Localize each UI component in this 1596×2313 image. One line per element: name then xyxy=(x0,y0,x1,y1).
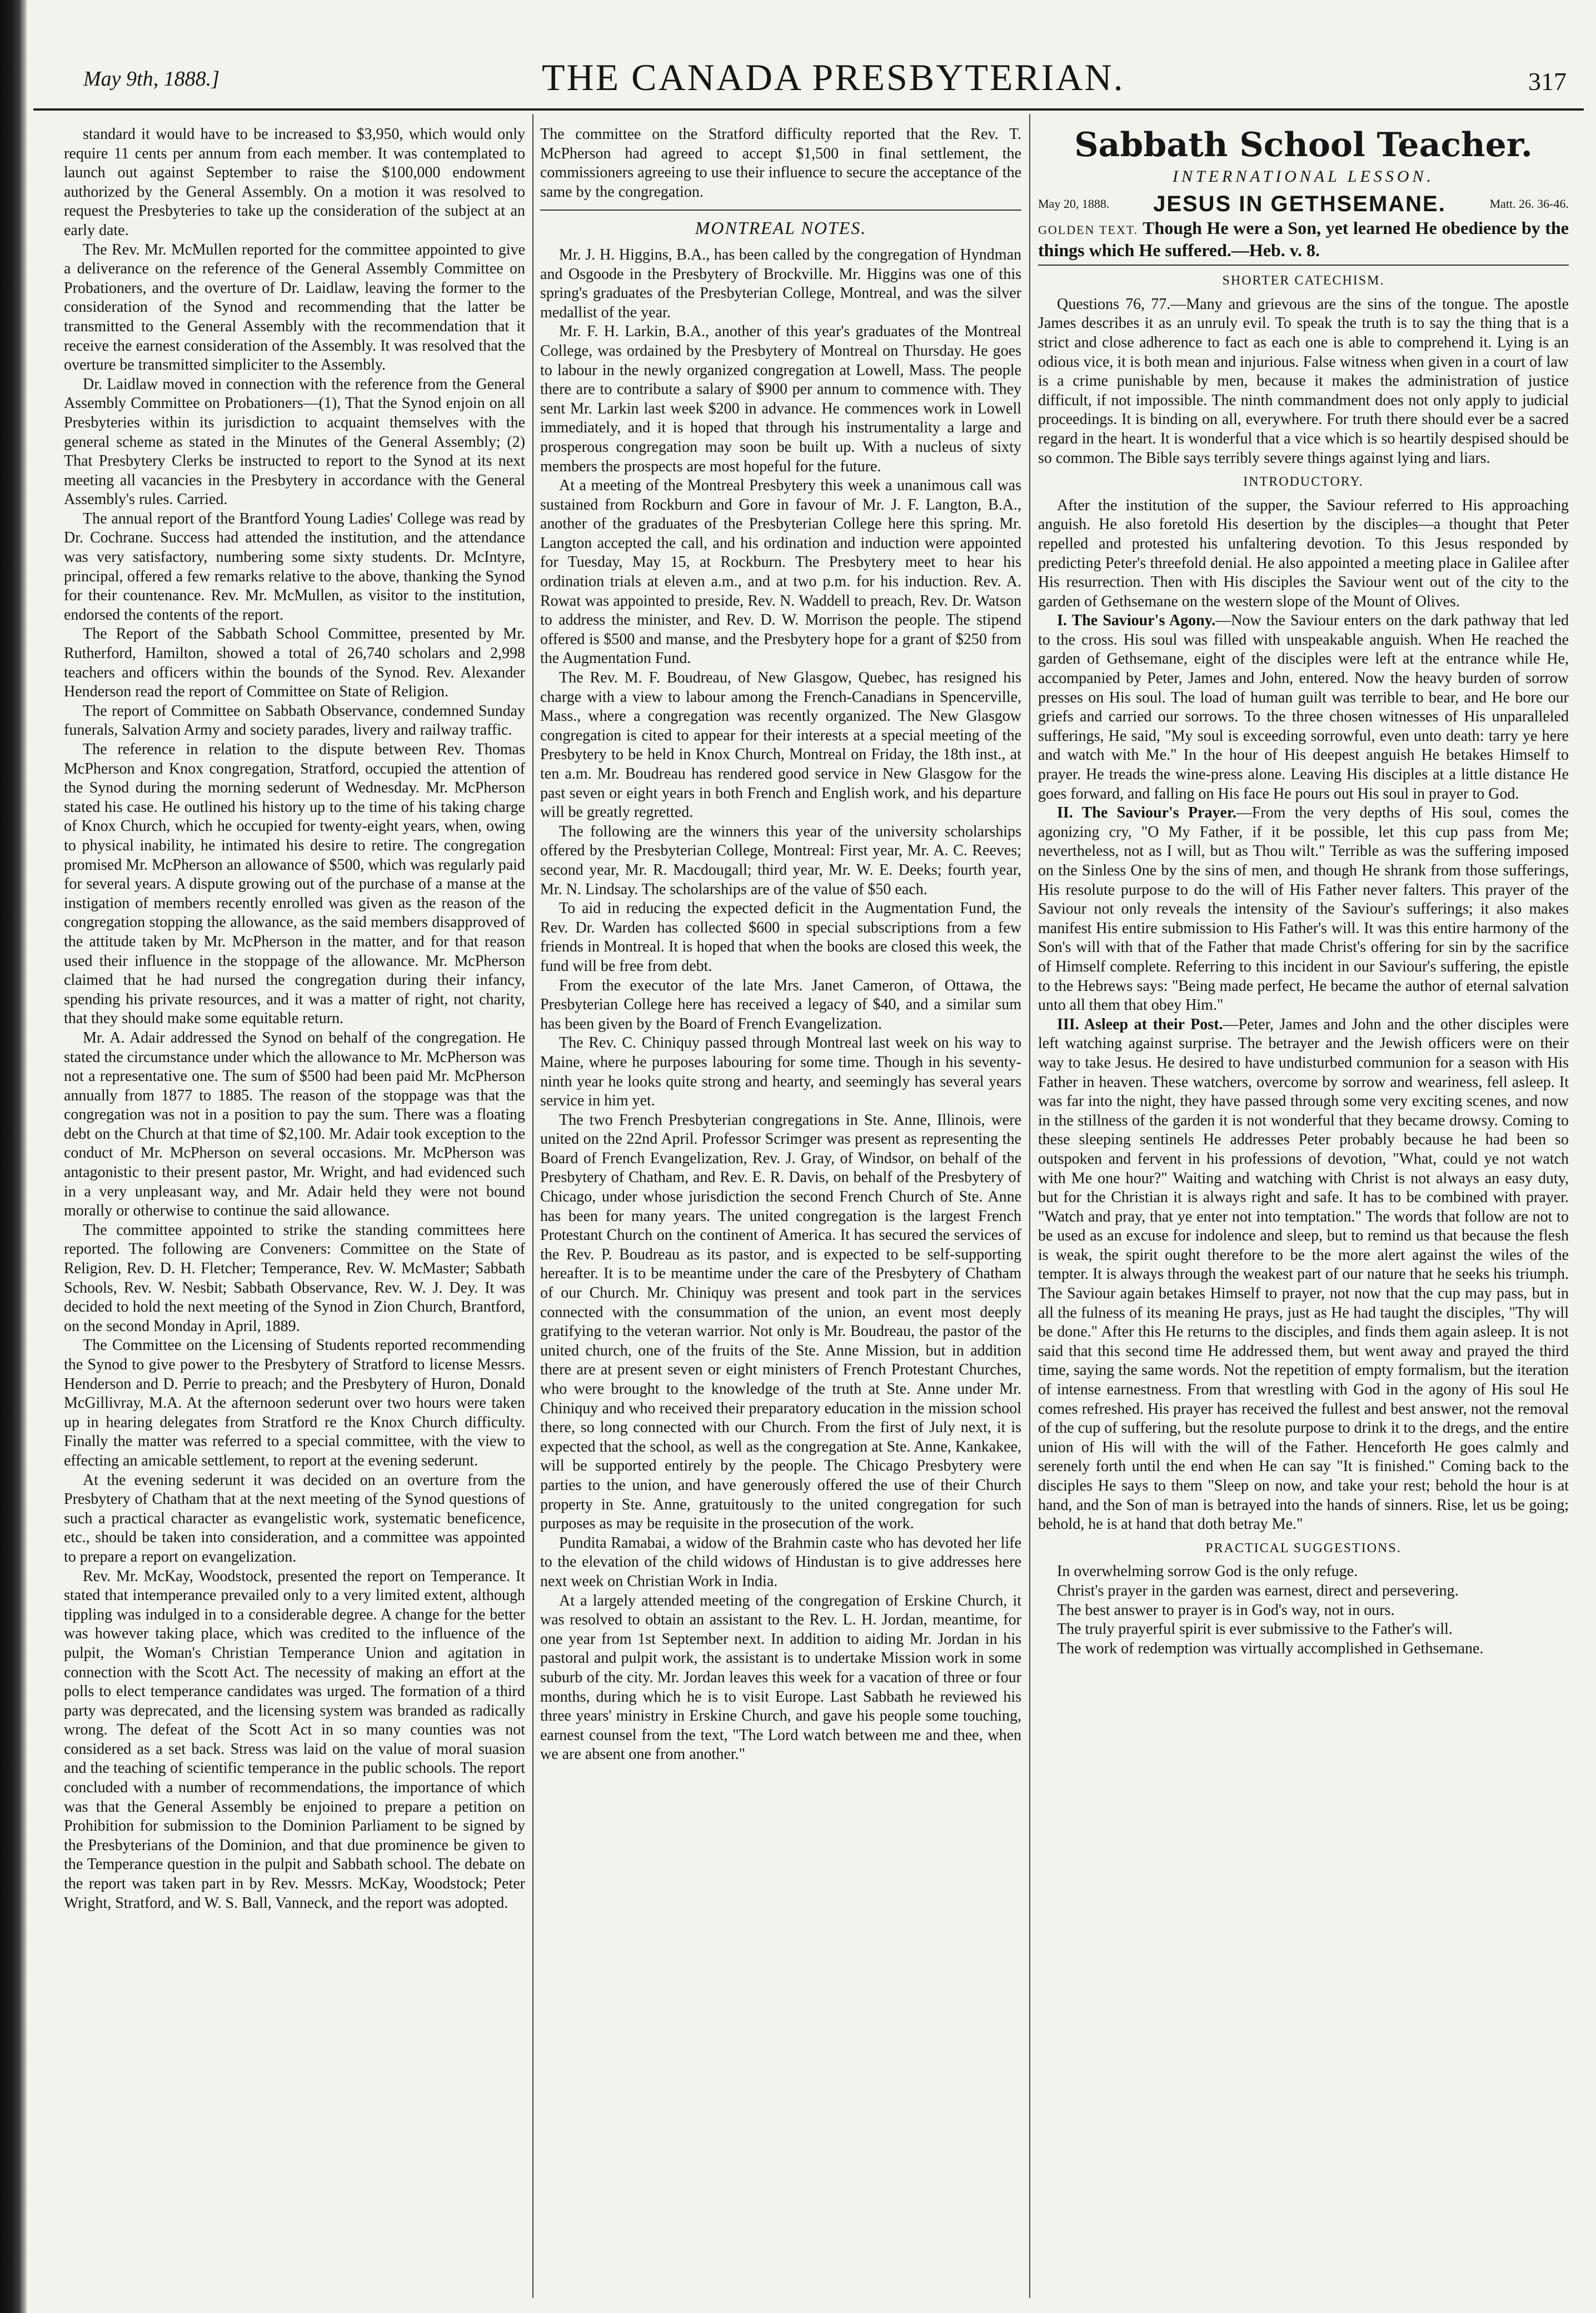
page-number: 317 xyxy=(1528,67,1567,96)
paragraph: Mr. F. H. Larkin, B.A., another of this year's graduates of the Montreal College, was ordained by the Presbytery of Montreal on Thursday. He goes to labour in the newly organized congregation at Lowell, Mass. The people there are to contribute a salary of $900 per annum to commence with. They sent Mr. Larkin last week $200 in advance. He commences work in Lowell immediately, and it is hoped that through his instrumentality a large and prosperous congregation may soon be built up. With a nucleus of sixty members the prospects are most hopeful for the future. xyxy=(540,323,1021,475)
paragraph: Mr. J. H. Higgins, B.A., has been called by the congregation of Hyndman and Osgoode in the Presbytery of Brockville. Mr. Higgins was one of this spring's graduates of the Presbyterian College, Montreal, and was the silver medallist of the year. xyxy=(540,246,1021,321)
paragraph: At a meeting of the Montreal Presbytery this week a unanimous call was sustained from Rockburn and Gore in favour of Mr. J. F. Langton, B.A., another of the graduates of the Presbyterian College here this spring. Mr. Langton accepted the call, and his ordination and induction were appointed for Tuesday, May 15, at Rockburn. The Presbytery meet to hear his ordination trials at eleven a.m., and at two p.m. for his induction. Rev. A. Rowat was appointed to preside, Rev. N. Waddell to preach, Rev. Dr. Watson to address the minister, and Rev. D. W. Morrison the people. The stipend offered is $500 and manse, and the Presbytery hope for a grant of $250 from the Augmentation Fund. xyxy=(540,477,1021,667)
column-montreal-notes xyxy=(540,125,1021,2304)
paragraph: The committee appointed to strike the standing committees here reported. The following are Conveners: Committee on the State of Religion, Rev. D. H. Fletcher; Temperance, Rev. W. McMaster; Sabbath Schools, Rev. W. Nesbit; Sabbath Observance, Rev. W. J. Dey. It was decided to hold the next meeting of the Synod in Zion Church, Brantford, on the second Monday in April, 1889. xyxy=(64,1221,525,1335)
lesson-section xyxy=(1038,611,1569,804)
paragraph: Dr. Laidlaw moved in connection with the reference from the General Assembly Committee on Probationers—(1), That the Synod enjoin on all Presbyteries within its jurisdiction to acquaint themselves with the general scheme as stated in the Minutes of the General Assembly; (2) That Presbytery Clerks be instructed to report to the Synod at its next meeting all vacancies in the Presbytery in accordance with the General Assembly's rules. Carried. xyxy=(64,375,525,509)
paragraph: The Report of the Sabbath School Committee, presented by Mr. Rutherford, Hamilton, showed a total of 26,740 scholars and 2,998 teachers and officers within the bounds of the Synod. Rev. Alexander Henderson read the report of Committee on State of Religion. xyxy=(64,625,525,701)
paragraph: Pundita Ramabai, a widow of the Brahmin caste who has devoted her life to the elevation of the child widows of Hindustan is to give addresses here next week on Christian Work in India. xyxy=(540,1534,1021,1590)
paragraph: The Rev. M. F. Boudreau, of New Glasgow, Quebec, has resigned his charge with a view to labour among the French-Canadians in Spencerville, Mass., where a congregation was recently organized. The New Glasgow congregation is cited to appear for their interests at a special meeting of the Presbytery to be held in Knox Church, Montreal on Friday, the 18th inst., at ten a.m. Mr. Boudreau has rendered good service in New Glasgow for the past seven or eight years in both French and English work, and his departure will be greatly regretted. xyxy=(540,669,1021,821)
section-heading: Sabbath School Teacher. xyxy=(1074,126,1533,164)
issue-date: May 9th, 1888.] xyxy=(83,67,220,91)
column-divider-2 xyxy=(1029,114,1030,2298)
golden-text-label: GOLDEN TEXT. xyxy=(1038,223,1139,237)
paragraph: In overwhelming sorrow God is the only refuge. xyxy=(1057,1563,1358,1581)
masthead-rule xyxy=(33,108,1584,111)
paragraph: From the executor of the late Mrs. Janet Cameron, of Ottawa, the Presbyterian College here has received a legacy of $40, and a similar sum has been given by the Board of French Evangelization. xyxy=(540,976,1021,1033)
introductory-title: INTRODUCTORY. xyxy=(1243,475,1364,490)
newspaper-title: THE CANADA PRESBYTERIAN. xyxy=(542,56,1125,98)
paragraph: The best answer to prayer is in God's way, not in ours. xyxy=(1057,1601,1395,1619)
lesson-section-label: I. The Saviour's Agony. xyxy=(1057,612,1216,630)
paragraph: The report of Committee on Sabbath Observance, condemned Sunday funerals, Salvation Army and society parades, livery and railway traffic. xyxy=(64,702,525,739)
paragraph: At the evening sederunt it was decided on an overture from the Presbytery of Chatham that at the next meeting of the Synod questions of such a practical character as evangelistic work, systematic beneficence, etc., should be taken into consideration, and a committee was appointed to prepare a report on evangelization. xyxy=(64,1471,525,1566)
paragraph: The Rev. Mr. McMullen reported for the committee appointed to give a deliverance on the reference of the General Assembly Committee on Probationers, and the overture of Dr. Laidlaw, leaving the former to the consideration of the Synod and recommending that the latter be transmitted to the General Assembly with the recommendation that it receive the earnest consideration of the Assembly. It was resolved that the overture be transmitted simpliciter to the Assembly. xyxy=(64,241,525,374)
lesson-section xyxy=(1038,1015,1569,1534)
montreal-notes-body xyxy=(540,246,1021,1764)
paragraph: Christ's prayer in the garden was earnest, direct and persevering. xyxy=(1057,1582,1459,1599)
paragraph: To aid in reducing the expected deficit in the Augmentation Fund, the Rev. Dr. Warden has collected $600 in special subscriptions from a few friends in Montreal. It is hoped that when the books are closed this week, the fund will be free from debt. xyxy=(540,900,1021,975)
lesson-section-text: —Now the Saviour enters on the dark pathway that led to the cross. His soul was filled with unspeakable anguish. When He reached the garden of Gethsemane, eight of the disciples were left at the entrance while He, accompanied by Peter, James and John, entered. Now the heavy burden of sorrow presses on His soul. The load of human guilt was terrible to bear, and He bore our griefs and carried our sorrows. To the three chosen witnesses of His unparalleled sufferings, He said, "My soul is exceeding sorrowful, even unto death: tarry ye here and watch with Me." In the hour of His deepest anguish He betakes Himself to prayer. He treads the wine-press alone. Leaving His disciples at a little distance He goes forward, and falling on His face He pours out His soul in prayer to God. xyxy=(1038,612,1569,802)
practical-suggestions xyxy=(1038,1562,1569,1658)
paragraph: The two French Presbyterian congregations in Ste. Anne, Illinois, were united on the 22nd April. Professor Scrimger was present as representing the Board of French Evangelization, Rev. J. Gray, of Windsor, on behalf of the Presbytery of Chatham, and Rev. E. R. Davis, on behalf of the Presbytery of Chicago, under whose jurisdiction the second French Church of Ste. Anne has been for many years. The united congregation is the largest French Protestant Church on the continent of America. It has secured the services of the Rev. P. Boudreau as its pastor, and is expected to be self-supporting hereafter. It is to be meantime under the care of the Presbytery of Chatham of our Church. Mr. Chiniquy was present and took part in the services connected with the consummation of the union, an event most deeply gratifying to the veteran warrior. Not only is Mr. Boudreau, the pastor of the united church, one of the fruits of the Ste. Anne Mission, but in addition there are at present seven or eight ministers of French Protestant Churches, who were brought to the knowledge of the truth at Ste. Anne under Mr. Chiniquy and who received their preparatory education in the mission school there, so long connected with our Church. From the first of July next, it is expected that the school, as well as the congregation at Ste. Anne, Kankakee, will be supported entirely by the people. The Chicago Presbytery were parties to the union, and have generously offered the use of their Church property in Ste. Anne, gratuitously to the united congregation for such purposes as may be requisite in the prosecution of the work. xyxy=(540,1111,1021,1533)
column-sabbath-school xyxy=(1038,125,1569,2304)
paragraph: The Committee on the Licensing of Students reported recommending the Synod to give power to the Presbytery of Stratford to license Messrs. Henderson and D. Perrie to preach; and the Presbytery of Huron, Donald McGillivray, M.A. At the afternoon sederunt over two hours were taken up in hearing delegates from Stratford re the Knox Church difficulty. Finally the matter was referred to a special committee, with the view to effecting an amicable settlement, to report at the evening sederunt. xyxy=(64,1337,525,1469)
paragraph: The committee on the Stratford difficulty reported that the Rev. T. McPherson had agreed to accept $1,500 in final settlement, the commissioners agreeing to use their influence to secure the acceptance of the same by the congregation. xyxy=(540,126,1021,201)
sabbath-school-header xyxy=(1038,125,1569,266)
lesson-section-label: II. The Saviour's Prayer. xyxy=(1057,804,1236,822)
column-divider-1 xyxy=(532,114,533,2298)
lesson-section-text: —From the very depths of His soul, comes the agonizing cry, "O My Father, if it be possible, let this cup pass from Me; nevertheless, not as I will, but as Thou wilt." Terrible as was the suffering imposed on the Sinless One by the sins of men, and though He shrank from those sufferings, His resolute purpose to do the will of His Father never falters. This prayer of the Saviour not only reveals the intensity of the Saviour's sufferings; it also makes manifest His entire submission to His Father's will. It was this entire harmony of the Son's will with that of the Father that made Christ's offering for sin by the sacrifice of Himself complete. Referring to this incident in our Saviour's suffering, the epistle to the Hebrews says: "Being made perfect, He became the author of eternal salvation unto all them that obey Him." xyxy=(1038,804,1569,1014)
paragraph: standard it would have to be increased to $3,950, which would only require 11 cents per annum from each member. It was contemplated to launch out against September to raise the $100,000 endowment authorized by the General Assembly. On a motion it was resolved to request the Presbyteries to take up the consideration of the subject at an early date. xyxy=(64,126,525,239)
paragraph: The work of redemption was virtually accomplished in Gethsemane. xyxy=(1057,1639,1484,1657)
lesson-title-row xyxy=(1038,191,1569,216)
lesson-title: JESUS IN GETHSEMANE. xyxy=(1153,191,1446,216)
lesson-reference: Matt. 26. 36-46. xyxy=(1489,196,1569,211)
lesson-section-label: III. Asleep at their Post. xyxy=(1057,1015,1223,1033)
paragraph: At a largely attended meeting of the congregation of Erskine Church, it was resolved to obtain an assistant to the Rev. L. H. Jordan, meantime, for one year from 1st September next. In addition to aiding Mr. Jordan in his pastoral and pulpit work, the assistant is to undertake Mission work in some suburb of the city. Mr. Jordan leaves this week for a vacation of three or four months, during which he is to visit Europe. Last Sabbath he reviewed his three years' ministry in Erskine Church, and gave his people some touching, earnest counsel from the text, "The Lord watch between me and thee, when we are absent one from another." xyxy=(540,1592,1021,1763)
lesson-subheading: INTERNATIONAL LESSON. xyxy=(1172,167,1435,186)
column-synod-report xyxy=(64,125,525,2304)
lesson-sections xyxy=(1038,611,1569,1534)
catechism-text: Questions 76, 77.—Many and grievous are the sins of the tongue. The apostle James describes it as an unruly evil. To speak the truth is to say the thing that is a strict and close adherence to fact as each one is able to comprehend it. Lying is an odious vice, it is both mean and injurious. False witness when given in a court of law is a crime punishable by men, because it makes the administration of justice difficult, if not impossible. The ninth commandment does not only apply to judicial proceedings. It is binding on all, everywhere. For truth there should ever be a sacred regard in the heart. It is wonderful that a vice which is so heartily despised should be so common. The Bible says terribly severe things against lying and liars. xyxy=(1038,295,1569,467)
paragraph: Mr. A. Adair addressed the Synod on behalf of the congregation. He stated the circumstance under which the allowance to Mr. McPherson was not a representative one. The sum of $500 had been paid Mr. McPherson annually from 1877 to 1885. The reason of the stoppage was that the congregation was not in a position to pay the sum. There was a floating debt on the Church at that time of $2,100. Mr. Adair took exception to the conduct of Mr. McPherson on several occasions. Mr. McPherson was antagonistic to their present pastor, Mr. Wright, and had evidenced such in a very unpleasant way, and Mr. Adair held they were not bound morally or otherwise to continue the said allowance. xyxy=(64,1029,525,1220)
golden-text xyxy=(1038,218,1569,260)
stratford-settlement-note xyxy=(540,125,1021,211)
paragraph: The annual report of the Brantford Young Ladies' College was read by Dr. Cochrane. Success had attended the institution, and the attendance was very satisfactory, numbering some sixty students. Dr. McIntyre, principal, offered a few remarks relative to the above, thanking the Synod for their countenance. Rev. Mr. McMullen, as visitor to the institution, endorsed the contents of the report. xyxy=(64,510,525,624)
lesson-date: May 20, 1888. xyxy=(1038,196,1110,211)
paragraph: Rev. Mr. McKay, Woodstock, presented the report on Temperance. It stated that intemperance prevailed only to a very limited extent, although tippling was indulged in to a considerable degree. A change for the better was however taking place, which was credited to the influence of the pulpit, the Woman's Christian Temperance Union and agitation in connection with the Scott Act. The necessity of making an effort at the polls to elect temperance candidates was urged. The formation of a third party was deprecated, and the licensing system was branded as radically wrong. The defeat of the Scott Act in so many counties was not considered as a set back. Stress was laid on the value of moral suasion and the teaching of scientific temperance in the public schools. The report concluded with a number of recommendations, the importance of which was that the General Assembly be enjoined to prepare a petition on Prohibition for submission to the Dominion Parliament to be signed by the Presbyterians of the Dominion, and that due prominence be given to the Temperance question in the pulpit and Sabbath school. The debate on the report was taken part in by Rev. Messrs. McKay, Woodstock; Peter Wright, Stratford, and W. S. Ball, Vanneck, and the report was adopted. xyxy=(64,1567,525,1912)
paragraph: The truly prayerful spirit is ever submissive to the Father's will. xyxy=(1057,1621,1453,1638)
paragraph: The Rev. C. Chiniquy passed through Montreal last week on his way to Maine, where he purposes labouring for some time. Though in his seventy-ninth year he looks quite strong and hearty, and seemingly has several years service in him yet. xyxy=(540,1034,1021,1110)
section-title: MONTREAL NOTES. xyxy=(695,218,867,238)
introductory-text: After the institution of the supper, the Saviour referred to His approaching anguish. He also foretold His desertion by the disciples—a thought that Peter repelled and protested his unfaltering devotion. To this Jesus responded by predicting Peter's threefold denial. He also appointed a meeting place in Galilee after His resurrection. Then with His disciples the Saviour went out of the city to the garden of Gethsemane on the western slope of the Mount of Olives. xyxy=(1038,496,1569,610)
practical-title: PRACTICAL SUGGESTIONS. xyxy=(1205,1541,1402,1556)
catechism-title: SHORTER CATECHISM. xyxy=(1222,273,1385,288)
paragraph: The reference in relation to the dispute between Rev. Thomas McPherson and Knox congregation, Stratford, occupied the attention of the Synod during the morning sederunt of Wednesday. Mr. McPherson stated his case. He outlined his history up to the time of his taking charge of Knox Church, which he occupied for twenty-eight years, when, owing to physical inability, he intimated his desire to retire. The congregation promised Mr. McPherson an allowance of $500, which was regularly paid for several years. A dispute growing out of the purchase of a manse at the instigation of members recently enrolled was given as the reason of the congregation stopping the allowance, as the said members disapproved of the attitude taken by Mr. McPherson in the matter, and for that reason used their influence in the stoppage of the allowance. Mr. McPherson claimed that he had nursed the congregation during their infancy, spending his private resources, and it was a matter of right, not charity, that they should make some equitable return. xyxy=(64,741,525,1028)
paragraph: The following are the winners this year of the university scholarships offered by the Presbyterian College, Montreal: First year, Mr. A. C. Reeves; second year, Mr. R. Macdougall; third year, Mr. W. E. Deeks; fourth year, Mr. N. Lindsay. The scholarships are of the value of $50 each. xyxy=(540,822,1021,898)
lesson-section-text: —Peter, James and John and the other disciples were left watching against surprise. The betrayer and the Jewish officers were on their way to take Jesus. He desired to have undisturbed communion for a season with His Father in heaven. These watchers, overcome by sorrow and weariness, fell asleep. It was far into the night, they have passed through some very exciting scenes, and now in the stillness of the garden it is not wonderful that they became drowsy. Coming to these sleeping sentinels He addresses Peter probably because he had been so outspoken and fervent in his professions of devotion, "What, could ye not watch with Me one hour?" Waiting and watching with Christ is not always an easy duty, but for the Christian it is always right and safe. It has to be combined with prayer. "Watch and pray, that ye enter not into temptation." The words that follow are not to be used as an excuse for indolence and sleep, but to remind us that because the flesh is weak, the spirit ought therefore to be the more alert against the wiles of the tempter. It is always through the weakest part of our nature that he seeks his triumph. The Saviour again betakes Himself to prayer, not now that the cup may pass, but in all the fulness of its meaning He prays, just as He had taught the disciples, "Thy will be done." After this He returns to the disciples, and finds them again asleep. It is not said that this second time He addressed them, but went away and prayed the third time, saying the same words. Not the repetition of empty formalism, but the iteration of intense earnestness. From that wrestling with God in the agony of His soul He comes refreshed. His prayer has received the fullest and best answer, not the removal of the cup of suffering, but the resolute purpose to drink it to the dregs, and the entire union of His will with the will of the Father. Henceforth He goes calmly and serenely forth until the end when He can say "It is finished." Coming back to the disciples He says to them "Sleep on now, and take your rest; behold the hour is at hand, and the Son of man is betrayed into the hands of sinners. Rise, let us be going; behold, he is at hand that doth betray Me." xyxy=(1038,1015,1569,1533)
golden-text-body: Though He were a Son, yet learned He obedience by the things which He suffered.—Heb. v. 8. xyxy=(1038,218,1569,261)
lesson-section xyxy=(1038,804,1569,1015)
